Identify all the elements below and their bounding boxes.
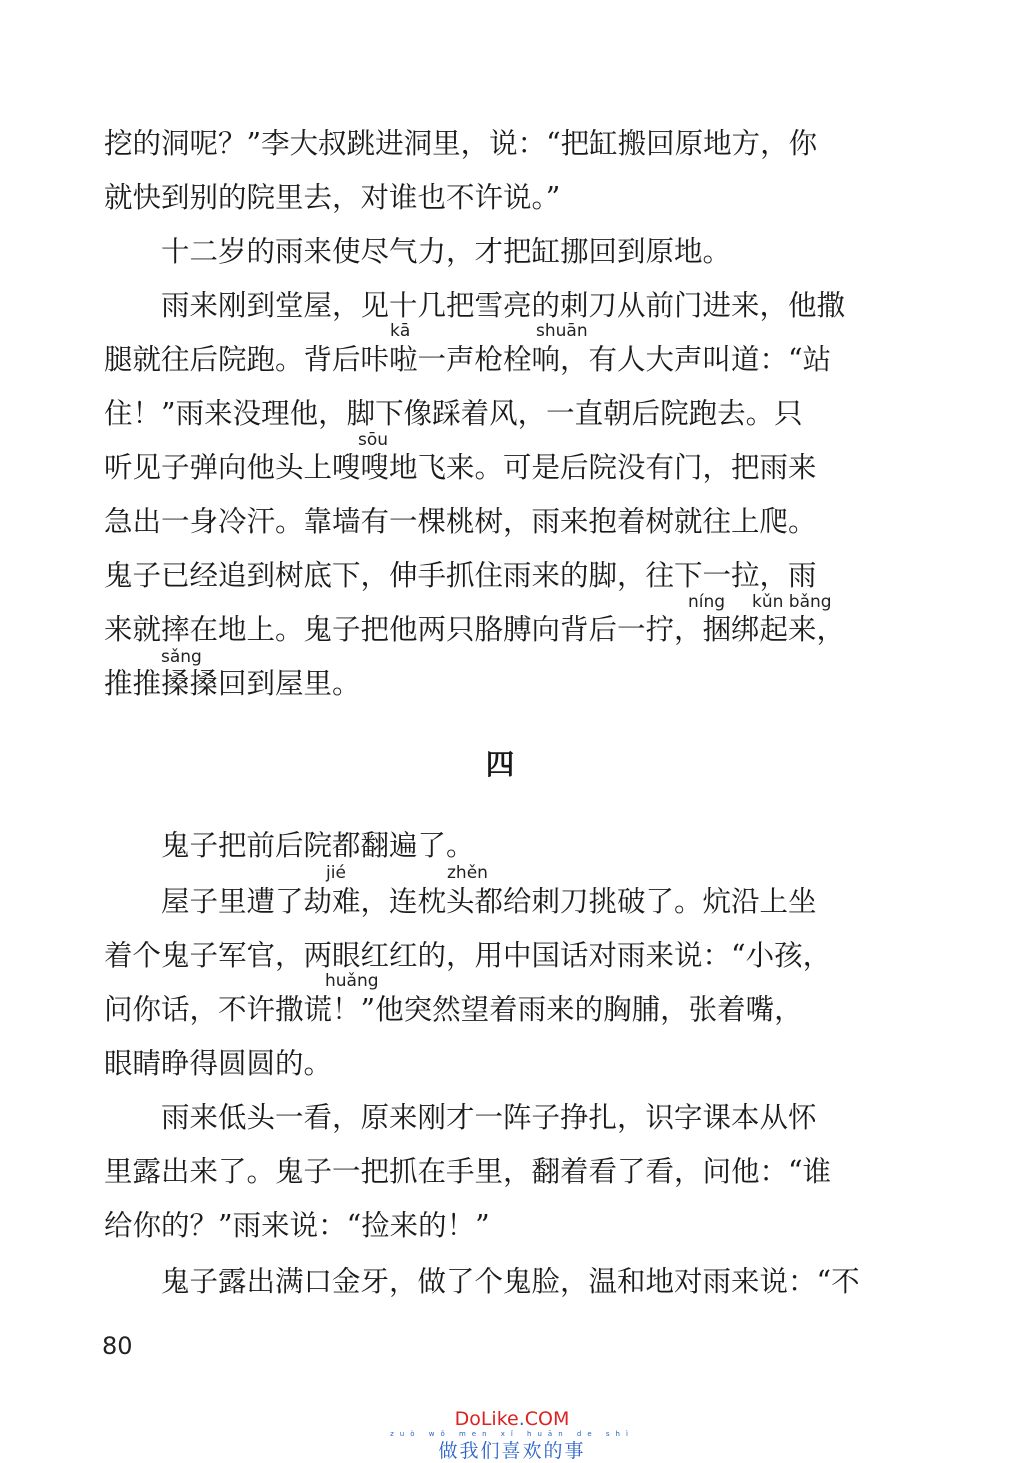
text-line: 屋子里遭了劫难，连枕头都给刺刀挑破了。炕沿上坐 — [104, 885, 817, 918]
pinyin-annotation: sǎng — [161, 647, 202, 667]
text-line: 眼睛睁得圆圆的。 — [104, 1047, 333, 1080]
text-line: 腿就往后院跑。背后咔啦一声枪栓响，有人大声叫道：“站 — [104, 343, 832, 376]
text-line: 鬼子已经追到树底下，伸手抓住雨来的脚，往下一拉，雨 — [104, 559, 817, 592]
text-line: 十二岁的雨来使尽气力，才把缸挪回到原地。 — [104, 235, 732, 268]
watermark-brand-dot: . — [518, 1408, 525, 1430]
text-line: 雨来刚到堂屋，见十几把雪亮的刺刀从前门进来，他撒 — [104, 289, 846, 322]
text-line: 雨来低头一看，原来刚才一阵子挣扎，识字课本从怀 — [104, 1101, 817, 1134]
watermark-brand-prefix: DoLike — [454, 1408, 519, 1430]
pinyin-annotation: kā — [390, 321, 411, 341]
text-line: 里露出来了。鬼子一把抓在手里，翻着看了看，问他：“谁 — [104, 1155, 832, 1188]
text-line: 鬼子把前后院都翻遍了。 — [104, 829, 475, 862]
watermark-pinyin: zuò wǒ men xǐ huān de shì — [390, 1430, 634, 1438]
pinyin-annotation: kǔn bǎng — [752, 592, 832, 612]
text-line: 急出一身冷汗。靠墙有一棵桃树，雨来抱着树就往上爬。 — [104, 505, 817, 538]
pinyin-annotation: níng — [688, 592, 726, 612]
text-line: 就快到别的院里去，对谁也不许说。” — [104, 181, 561, 214]
section-heading: 四 — [485, 747, 515, 781]
pinyin-annotation: sōu — [358, 430, 389, 450]
pinyin-annotation: shuān — [536, 321, 588, 341]
text-line: 着个鬼子军官，两眼红红的，用中国话对雨来说：“小孩， — [104, 939, 832, 972]
pinyin-annotation: jié — [326, 863, 346, 883]
text-line: 问你话，不许撒谎！”他突然望着雨来的胸脯，张着嘴， — [104, 993, 803, 1026]
text-line: 挖的洞呢？”李大叔跳进洞里，说：“把缸搬回原地方，你 — [104, 127, 818, 160]
text-line: 来就摔在地上。鬼子把他两只胳膊向背后一拧，捆绑起来， — [104, 613, 846, 646]
text-line: 给你的？”雨来说：“捡来的！” — [104, 1209, 490, 1242]
text-line: 鬼子露出满口金牙，做了个鬼脸，温和地对雨来说：“不 — [104, 1265, 860, 1298]
pinyin-annotation: huǎng — [325, 971, 379, 991]
text-line: 推推搡搡回到屋里。 — [104, 667, 361, 700]
watermark-brand-suffix: COM — [524, 1408, 570, 1430]
page-number: 80 — [102, 1332, 133, 1360]
pinyin-annotation: zhěn — [447, 863, 488, 883]
text-line: 听见子弹向他头上嗖嗖地飞来。可是后院没有门，把雨来 — [104, 451, 817, 484]
watermark-slogan: 做我们喜欢的事 — [438, 1440, 586, 1462]
watermark-brand — [0, 1408, 1024, 1430]
text-line: 住！”雨来没理他，脚下像踩着风，一直朝后院跑去。只 — [104, 397, 803, 430]
